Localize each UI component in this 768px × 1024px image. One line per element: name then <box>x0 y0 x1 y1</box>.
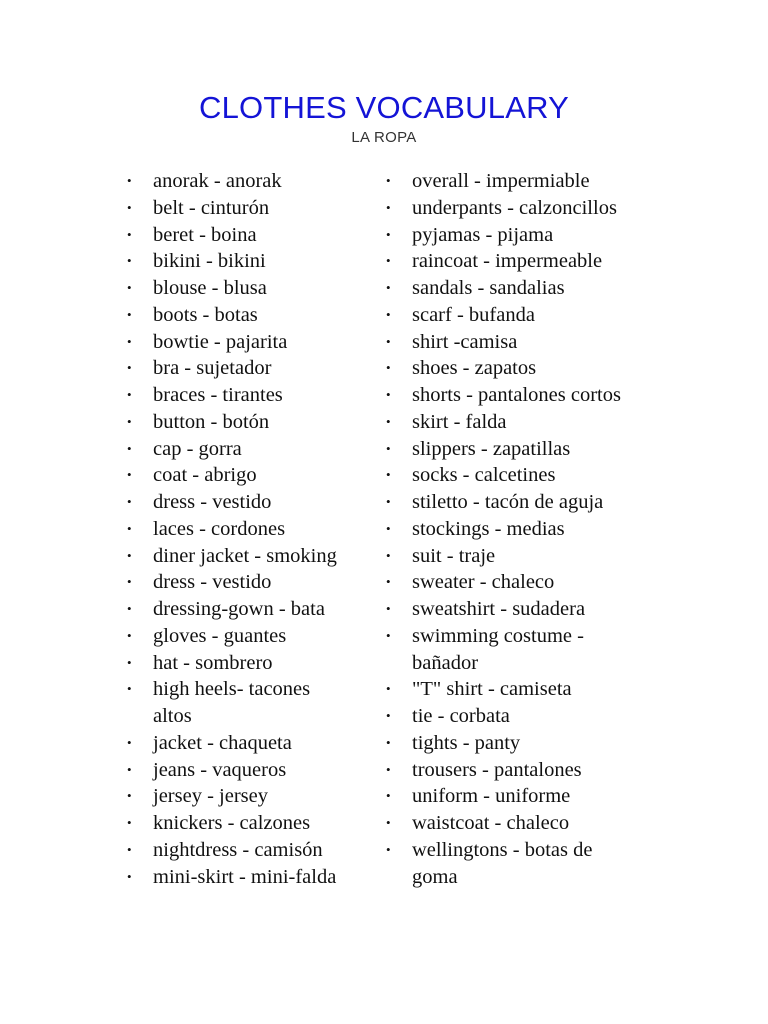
bullet-icon: • <box>127 520 132 536</box>
bullet-icon: • <box>386 280 391 295</box>
bullet-icon: • <box>127 547 132 563</box>
vocabulary-item <box>126 168 366 195</box>
vocabulary-item <box>385 248 675 275</box>
bullet-icon: • <box>127 627 132 643</box>
bullet-icon: • <box>127 440 132 456</box>
vocabulary-item <box>126 462 366 489</box>
vocabulary-item-text: dressing-gown - bata <box>153 598 325 620</box>
bullet-icon: • <box>127 226 132 242</box>
vocabulary-item <box>385 409 675 436</box>
vocabulary-item <box>385 489 675 516</box>
vocabulary-item-text: trousers - pantalones <box>412 758 582 781</box>
vocabulary-item-text: tie - corbata <box>412 705 510 727</box>
vocabulary-item-text: cap - gorra <box>153 437 242 460</box>
vocabulary-item-text: jersey - jersey <box>153 785 268 808</box>
page-title: CLOTHES VOCABULARY <box>199 90 569 125</box>
vocabulary-item-text: bikini - bikini <box>153 250 266 273</box>
bullet-icon: • <box>127 333 132 349</box>
vocabulary-item <box>126 810 366 837</box>
vocabulary-item <box>126 329 366 356</box>
vocabulary-item <box>385 302 675 329</box>
vocabulary-item <box>126 409 366 436</box>
vocabulary-item <box>126 195 366 222</box>
vocabulary-item <box>385 355 675 382</box>
bullet-icon: • <box>386 708 391 723</box>
vocabulary-list-left <box>126 168 366 890</box>
vocabulary-item-text: bowtie - pajarita <box>153 330 288 353</box>
vocabulary-item <box>385 783 675 810</box>
vocabulary-item-text: scarf - bufanda <box>412 303 535 326</box>
bullet-icon: • <box>127 681 132 697</box>
vocabulary-item <box>385 275 675 302</box>
vocabulary-item-text: swimming costume - bañador <box>412 624 584 674</box>
vocabulary-item-text: bra - sujetador <box>153 357 272 380</box>
bullet-icon: • <box>386 360 391 376</box>
vocabulary-item-text: dress - vestido <box>153 571 272 594</box>
bullet-icon: • <box>127 280 132 295</box>
vocabulary-item-text: belt - cinturón <box>153 196 270 219</box>
vocabulary-item <box>126 382 366 409</box>
bullet-icon: • <box>127 654 132 670</box>
vocabulary-item-text: sandals - sandalias <box>412 277 565 299</box>
bullet-icon: • <box>386 199 391 215</box>
vocabulary-item <box>385 703 675 730</box>
vocabulary-item <box>385 837 642 891</box>
bullet-icon: • <box>127 868 132 884</box>
bullet-icon: • <box>127 815 132 830</box>
vocabulary-item-text: waistcoat - chaleco <box>412 812 570 834</box>
vocabulary-item-text: blouse - blusa <box>153 277 267 299</box>
vocabulary-item <box>385 543 675 570</box>
bullet-icon: • <box>127 306 132 322</box>
vocabulary-item <box>126 436 366 463</box>
bullet-icon: • <box>386 815 391 830</box>
bullet-icon: • <box>127 574 132 590</box>
vocabulary-item <box>126 248 366 275</box>
vocabulary-item <box>385 730 675 757</box>
vocabulary-item-text: suit - traje <box>412 544 496 567</box>
vocabulary-list-right <box>385 168 675 890</box>
vocabulary-item-text: stiletto - tacón de aguja <box>412 491 604 513</box>
vocabulary-item-text: shorts - pantalones cortos <box>412 384 621 406</box>
vocabulary-item-text: braces - tirantes <box>153 384 283 406</box>
bullet-icon: • <box>127 413 132 429</box>
bullet-icon: • <box>386 306 391 322</box>
vocabulary-item-text: dress - vestido <box>153 491 272 513</box>
bullet-icon: • <box>127 387 132 402</box>
page-subtitle: LA ROPA <box>351 129 417 146</box>
vocabulary-item <box>385 462 675 489</box>
vocabulary-item <box>126 757 366 784</box>
vocabulary-item-text: skirt - falda <box>412 410 507 433</box>
bullet-icon: • <box>386 761 391 777</box>
vocabulary-item-text: sweatshirt - sudadera <box>412 598 586 620</box>
bullet-icon: • <box>386 494 391 509</box>
vocabulary-item <box>126 676 333 730</box>
bullet-icon: • <box>127 199 132 215</box>
vocabulary-item <box>126 596 366 623</box>
vocabulary-item-text: slippers - zapatillas <box>412 437 571 460</box>
vocabulary-item <box>385 676 675 703</box>
vocabulary-item-text: coat - abrigo <box>153 464 257 487</box>
vocabulary-item-text: socks - calcetines <box>412 464 556 487</box>
vocabulary-item-text: jeans - vaqueros <box>153 758 287 781</box>
vocabulary-item <box>126 222 366 249</box>
vocabulary-item <box>126 569 366 596</box>
bullet-icon: • <box>386 387 391 402</box>
bullet-icon: • <box>127 360 132 376</box>
vocabulary-item-text: shirt -camisa <box>412 330 518 353</box>
vocabulary-item-text: shoes - zapatos <box>412 357 537 380</box>
vocabulary-item-text: anorak - anorak <box>153 170 282 192</box>
vocabulary-item <box>126 650 366 677</box>
vocabulary-item <box>126 730 366 757</box>
bullet-icon: • <box>127 253 132 269</box>
bullet-icon: • <box>127 467 132 483</box>
vocabulary-item <box>126 623 366 650</box>
bullet-icon: • <box>386 547 391 563</box>
vocabulary-item-text: stockings - medias <box>412 517 565 540</box>
vocabulary-item-text: sweater - chaleco <box>412 571 555 594</box>
vocabulary-item <box>385 569 675 596</box>
bullet-icon: • <box>127 788 132 804</box>
bullet-icon: • <box>386 681 391 697</box>
bullet-icon: • <box>386 440 391 456</box>
vocabulary-item-text: tights - panty <box>412 731 521 754</box>
bullet-icon: • <box>127 601 132 616</box>
vocabulary-item <box>385 382 675 409</box>
vocabulary-item <box>385 222 675 249</box>
vocabulary-item-text: mini-skirt - mini-falda <box>153 865 337 888</box>
bullet-icon: • <box>386 226 391 242</box>
vocabulary-item <box>126 516 366 543</box>
vocabulary-item <box>385 757 675 784</box>
bullet-icon: • <box>386 173 391 188</box>
vocabulary-item <box>385 596 675 623</box>
bullet-icon: • <box>386 788 391 804</box>
bullet-icon: • <box>127 841 132 857</box>
vocabulary-item-text: diner jacket - smoking <box>153 544 337 567</box>
vocabulary-item <box>126 355 366 382</box>
vocabulary-item-text: uniform - uniforme <box>412 785 571 808</box>
vocabulary-item-text: hat - sombrero <box>153 651 273 674</box>
vocabulary-item <box>385 810 675 837</box>
vocabulary-item <box>126 864 366 891</box>
bullet-icon: • <box>127 761 132 777</box>
bullet-icon: • <box>386 333 391 349</box>
bullet-icon: • <box>386 413 391 429</box>
vocabulary-item-text: knickers - calzones <box>153 812 311 834</box>
bullet-icon: • <box>386 467 391 483</box>
bullet-icon: • <box>127 173 132 188</box>
vocabulary-item <box>385 436 675 463</box>
vocabulary-item-text: beret - boina <box>153 223 257 246</box>
vocabulary-item-text: "T" shirt - camiseta <box>412 678 572 701</box>
vocabulary-item-text: wellingtons - botas de goma <box>412 838 593 888</box>
bullet-icon: • <box>386 734 391 750</box>
bullet-icon: • <box>127 734 132 750</box>
vocabulary-item <box>126 489 366 516</box>
vocabulary-item <box>126 837 366 864</box>
vocabulary-item <box>385 329 675 356</box>
bullet-icon: • <box>386 627 391 643</box>
vocabulary-item-text: overall - impermiable <box>412 170 590 192</box>
bullet-icon: • <box>386 841 391 857</box>
vocabulary-item-text: boots - botas <box>153 303 258 326</box>
bullet-icon: • <box>386 520 391 536</box>
vocabulary-item <box>126 783 366 810</box>
vocabulary-item <box>385 195 675 222</box>
vocabulary-item-text: underpants - calzoncillos <box>412 196 617 219</box>
vocabulary-item <box>385 623 642 677</box>
vocabulary-item-text: gloves - guantes <box>153 624 287 647</box>
vocabulary-item <box>126 275 366 302</box>
vocabulary-item-text: nightdress - camisón <box>153 838 323 861</box>
bullet-icon: • <box>127 494 132 509</box>
vocabulary-item-text: high heels- tacones altos <box>153 678 311 727</box>
bullet-icon: • <box>386 574 391 590</box>
vocabulary-item <box>385 516 675 543</box>
vocabulary-item <box>126 302 366 329</box>
vocabulary-item <box>126 543 366 570</box>
bullet-icon: • <box>386 601 391 616</box>
vocabulary-item-text: button - botón <box>153 410 270 433</box>
vocabulary-item-text: raincoat - impermeable <box>412 250 603 273</box>
bullet-icon: • <box>386 253 391 269</box>
vocabulary-item-text: jacket - chaqueta <box>153 731 292 754</box>
vocabulary-item-text: pyjamas - pijama <box>412 223 554 246</box>
vocabulary-item-text: laces - cordones <box>153 517 286 540</box>
vocabulary-item <box>385 168 675 195</box>
